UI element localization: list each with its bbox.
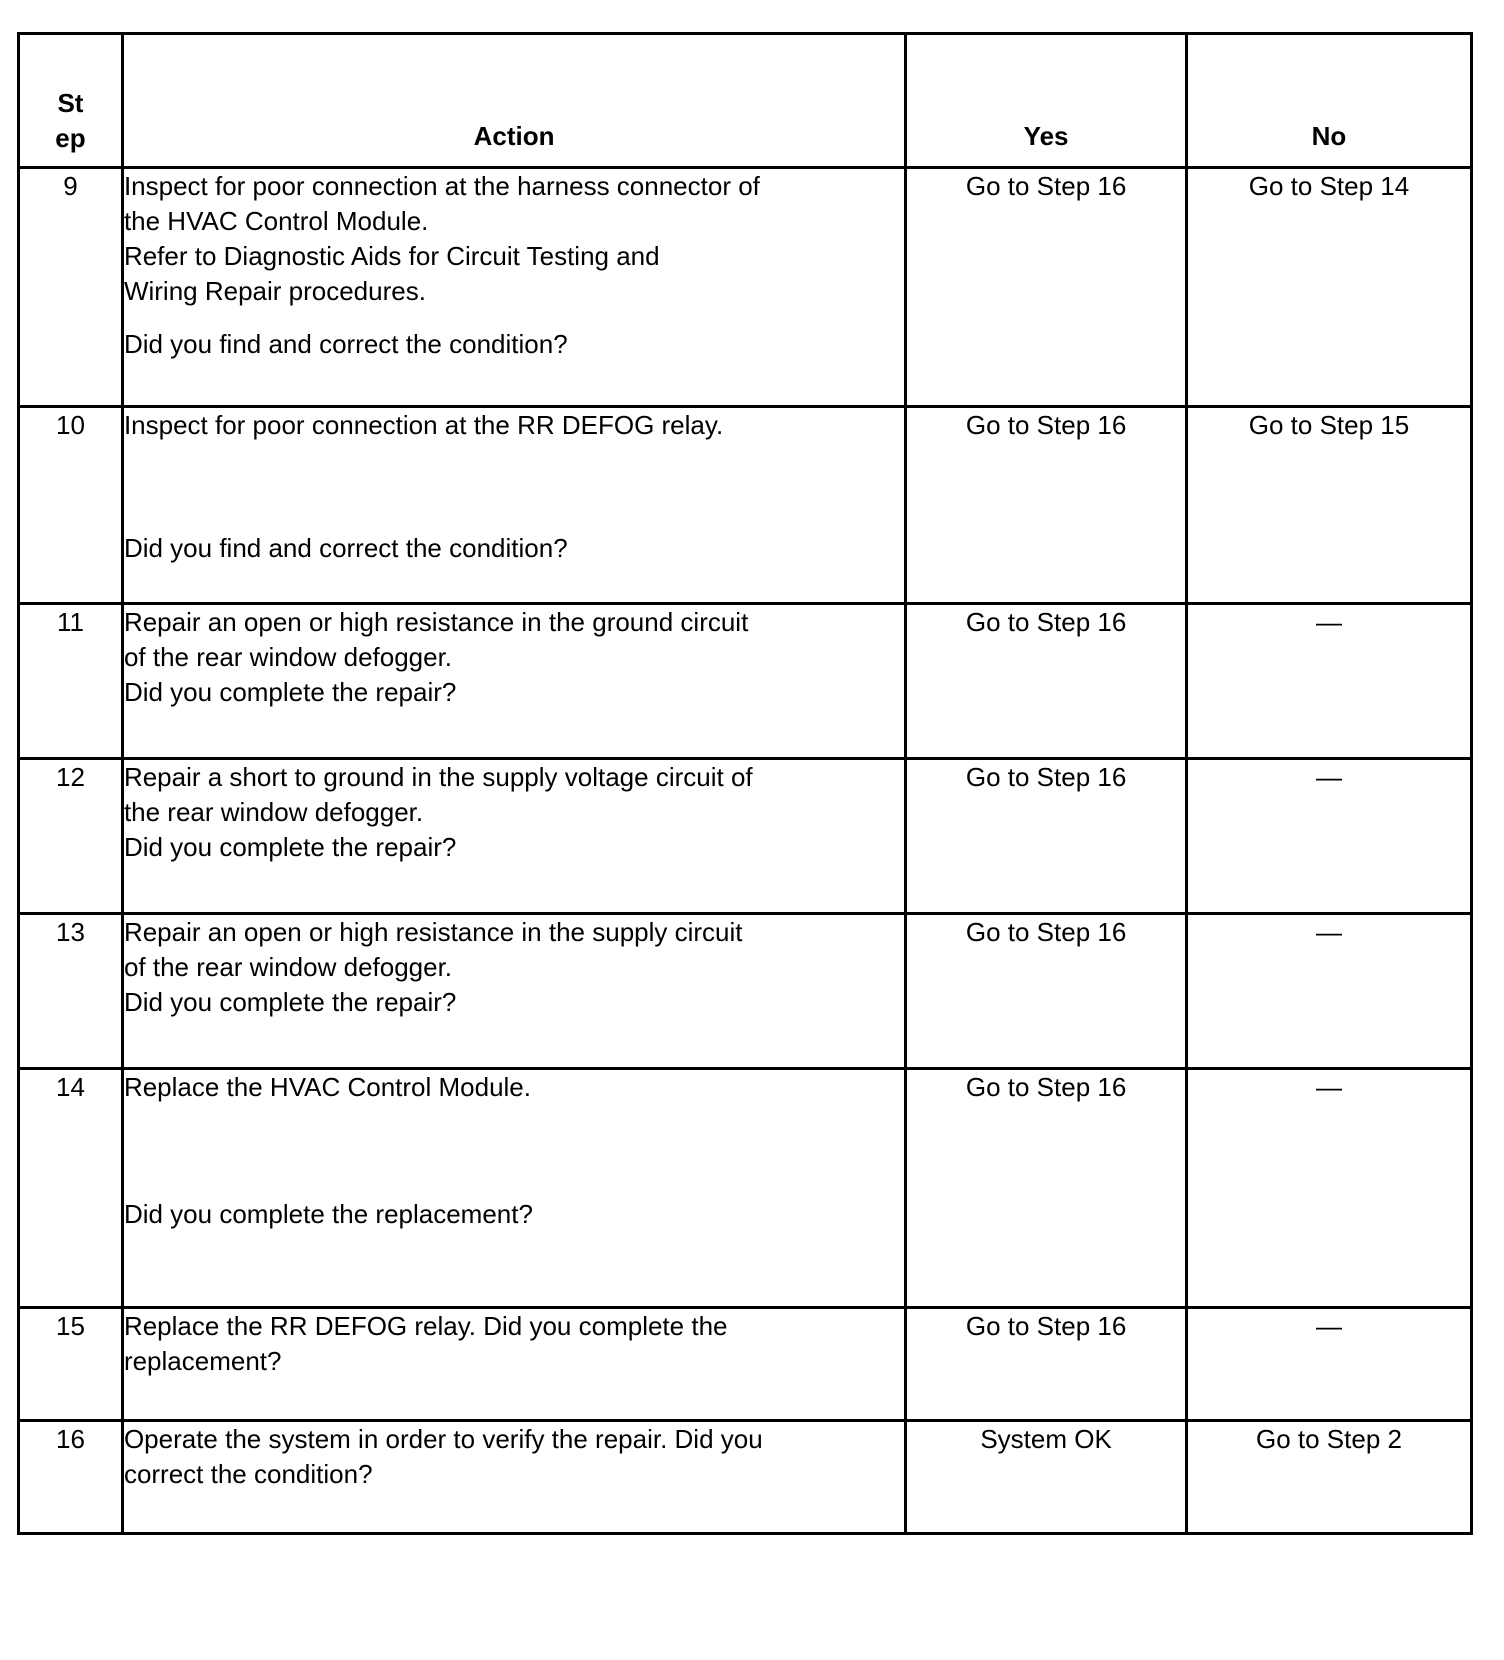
table-row bbox=[19, 407, 1472, 604]
action-question: Did you complete the repair? bbox=[123, 677, 457, 708]
no-cell: Go to Step 2 bbox=[1186, 1421, 1471, 1534]
table-row bbox=[19, 1421, 1472, 1534]
step-number: 15 bbox=[19, 1308, 123, 1421]
no-cell: — bbox=[1186, 914, 1471, 1069]
action-question: Did you complete the repair? bbox=[123, 987, 457, 1018]
step-header-line1: St bbox=[57, 87, 84, 118]
action-line: Repair an open or high resistance in the ground circuit bbox=[123, 607, 749, 637]
step-number: 16 bbox=[19, 1421, 123, 1534]
no-cell: — bbox=[1186, 1308, 1471, 1421]
action-line: replacement? bbox=[123, 1346, 282, 1377]
action-question: Did you complete the replacement? bbox=[123, 1199, 533, 1230]
action-question: Did you complete the repair? bbox=[123, 832, 457, 863]
action-cell bbox=[122, 1069, 905, 1308]
action-line: Replace the HVAC Control Module. bbox=[123, 1072, 531, 1102]
yes-cell: Go to Step 16 bbox=[906, 1069, 1187, 1308]
diagnostic-table bbox=[17, 32, 1473, 1535]
action-line: Repair an open or high resistance in the supply circuit bbox=[123, 917, 743, 947]
yes-column-header: Yes bbox=[906, 34, 1187, 168]
step-number: 11 bbox=[19, 604, 123, 759]
action-line: of the rear window defogger. bbox=[123, 642, 453, 673]
action-line: Refer to Diagnostic Aids for Circuit Testing and bbox=[123, 241, 660, 272]
no-cell: Go to Step 14 bbox=[1186, 168, 1471, 407]
step-header-line2: ep bbox=[55, 122, 86, 153]
action-question: Did you find and correct the condition? bbox=[123, 329, 568, 360]
yes-cell: Go to Step 16 bbox=[906, 407, 1187, 604]
action-line: Wiring Repair procedures. bbox=[123, 276, 426, 307]
header-row bbox=[19, 34, 1472, 168]
step-number: 13 bbox=[19, 914, 123, 1069]
no-cell: — bbox=[1186, 604, 1471, 759]
action-cell bbox=[122, 759, 905, 914]
action-cell bbox=[122, 407, 905, 604]
action-column-header: Action bbox=[122, 34, 905, 168]
action-line: Inspect for poor connection at the harness connector of bbox=[123, 171, 760, 201]
action-cell bbox=[122, 604, 905, 759]
table-row bbox=[19, 168, 1472, 407]
action-line: Inspect for poor connection at the RR DEFOG relay. bbox=[123, 410, 724, 440]
yes-cell: Go to Step 16 bbox=[906, 759, 1187, 914]
step-number: 10 bbox=[19, 407, 123, 604]
action-cell bbox=[122, 168, 905, 407]
yes-cell: Go to Step 16 bbox=[906, 1308, 1187, 1421]
no-cell: — bbox=[1186, 759, 1471, 914]
action-cell bbox=[122, 1421, 905, 1534]
action-line: Repair a short to ground in the supply voltage circuit of bbox=[123, 762, 753, 792]
yes-cell: System OK bbox=[906, 1421, 1187, 1534]
action-cell bbox=[122, 914, 905, 1069]
step-number: 9 bbox=[19, 168, 123, 407]
table-row bbox=[19, 759, 1472, 914]
table-row bbox=[19, 914, 1472, 1069]
yes-cell: Go to Step 16 bbox=[906, 914, 1187, 1069]
action-line: of the rear window defogger. bbox=[123, 952, 453, 983]
no-cell: Go to Step 15 bbox=[1186, 407, 1471, 604]
no-cell: — bbox=[1186, 1069, 1471, 1308]
action-line: correct the condition? bbox=[123, 1459, 373, 1490]
action-line: the HVAC Control Module. bbox=[123, 206, 429, 237]
action-line: the rear window defogger. bbox=[123, 797, 424, 828]
yes-cell: Go to Step 16 bbox=[906, 168, 1187, 407]
yes-cell: Go to Step 16 bbox=[906, 604, 1187, 759]
table-row bbox=[19, 1308, 1472, 1421]
action-question: Did you find and correct the condition? bbox=[123, 533, 568, 564]
table-row bbox=[19, 1069, 1472, 1308]
table-row bbox=[19, 604, 1472, 759]
action-line: Replace the RR DEFOG relay. Did you complete the bbox=[123, 1311, 728, 1341]
step-number: 12 bbox=[19, 759, 123, 914]
step-column-header bbox=[19, 34, 123, 168]
step-number: 14 bbox=[19, 1069, 123, 1308]
action-cell bbox=[122, 1308, 905, 1421]
no-column-header: No bbox=[1186, 34, 1471, 168]
action-line: Operate the system in order to verify the repair. Did you bbox=[123, 1424, 763, 1454]
